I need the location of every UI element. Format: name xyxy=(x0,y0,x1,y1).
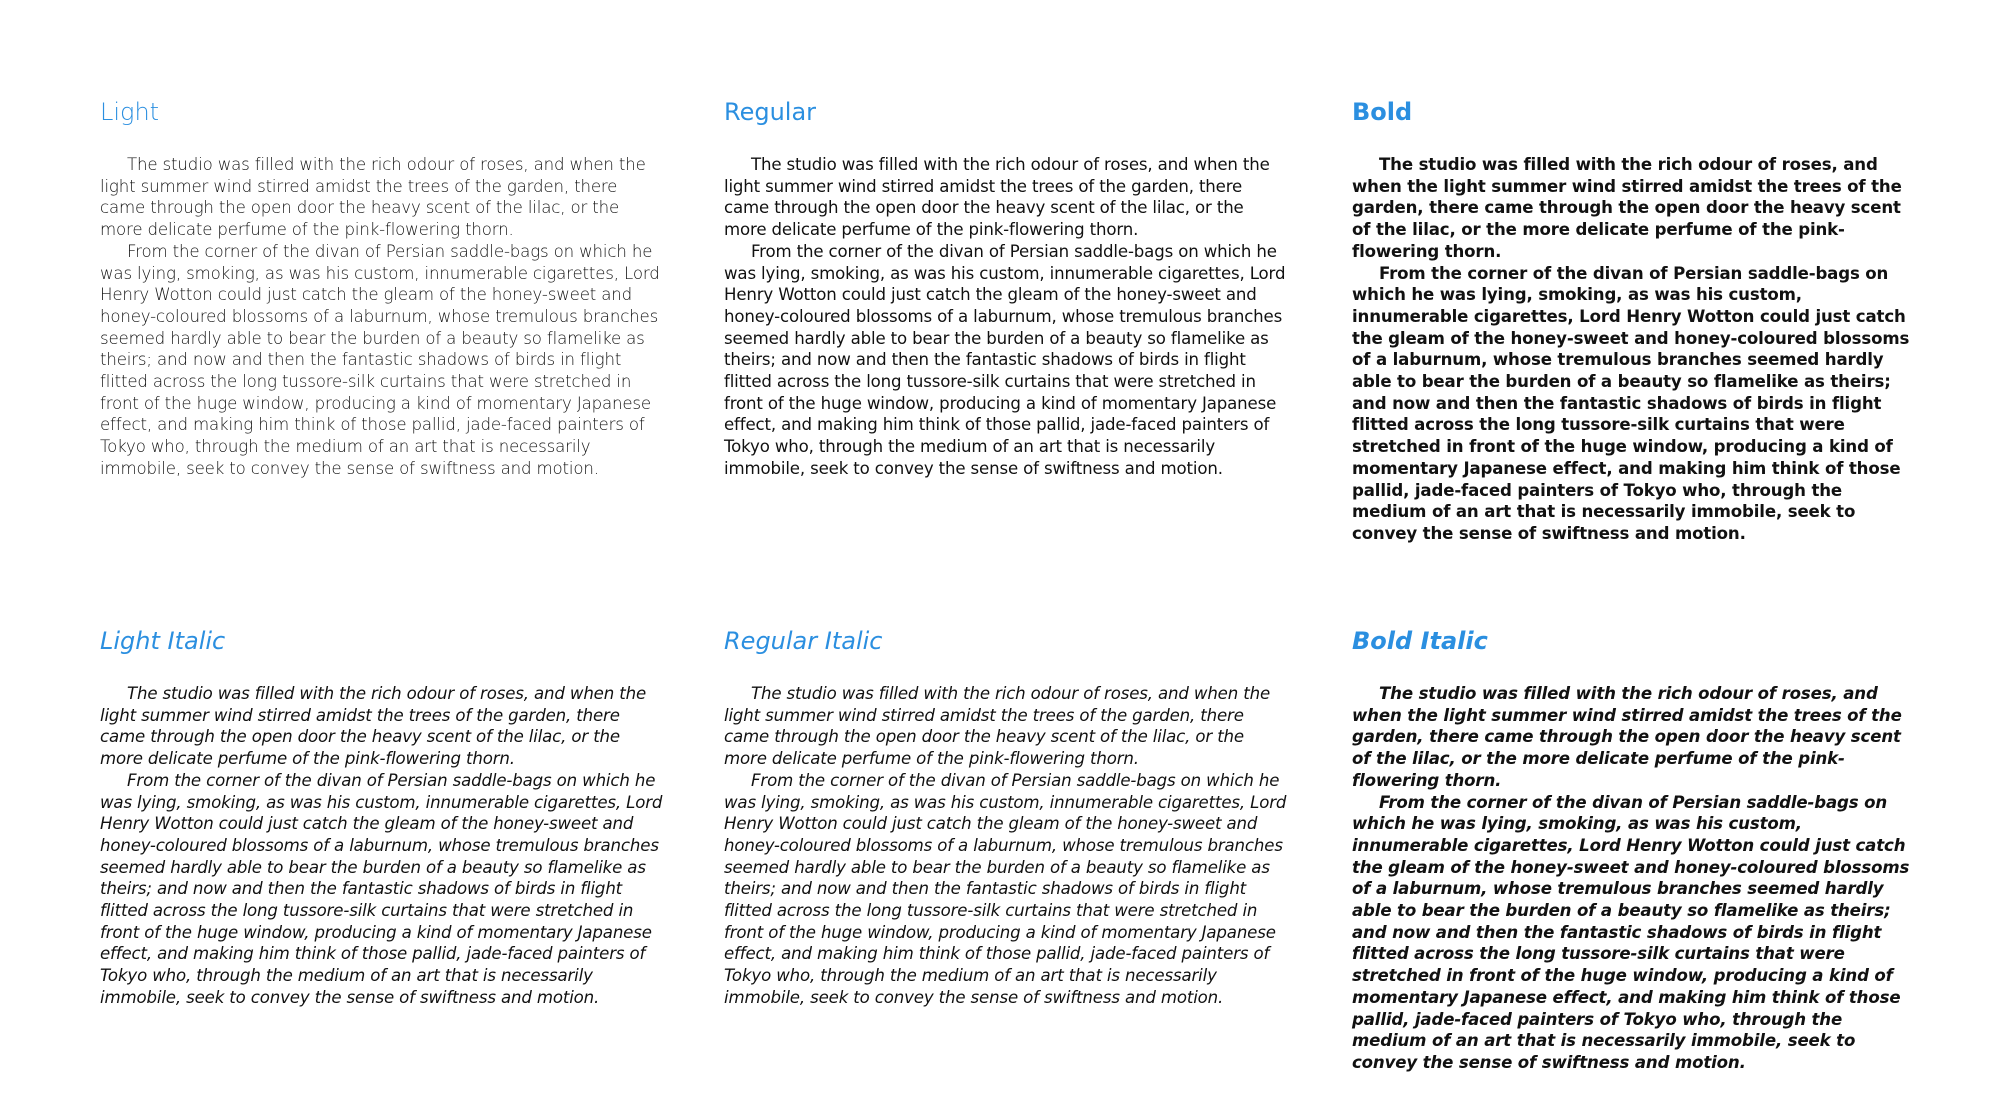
specimen-heading: Bold xyxy=(1352,98,1413,126)
specimen-regular-italic xyxy=(724,625,1289,1009)
specimen-paragraph: The studio was filled with the rich odour of roses, and when the light summer wind stirred amidst the trees of the garden, there came through the open door the heavy scent of the lilac, or the more delicate perfume of the pink-flowering thorn. xyxy=(1352,155,1902,261)
specimen-paragraph: From the corner of the divan of Persian saddle-bags on which he was lying, smoking, as was his custom, innumerable cigarettes, Lord Henry Wotton could just catch the gleam of the honey-sweet and honey-coloured blossoms of a laburnum, whose tremulous branches seemed hardly able to bear the burden of a beauty so flamelike as theirs; and now and then the fantastic shadows of birds in flight flitted across the long tussore-silk curtains that were stretched in front of the huge window, producing a kind of momentary Japanese effect, and making him think of those pallid, jade-faced painters of Tokyo who, through the medium of an art that is necessarily immobile, seek to convey the sense of swiftness and motion. xyxy=(1352,792,1910,1072)
specimen-body xyxy=(1352,154,1917,545)
specimen-paragraph: From the corner of the divan of Persian saddle-bags on which he was lying, smoking, as was his custom, innumerable cigarettes, Lord Henry Wotton could just catch the gleam of the honey-sweet and honey-coloured blossoms of a laburnum, whose tremulous branches seemed hardly able to bear the burden of a beauty so flamelike as theirs; and now and then the fantastic shadows of birds in flight flitted across the long tussore-silk curtains that were stretched in front of the huge window, producing a kind of momentary Japanese effect, and making him think of those pallid, jade-faced painters of Tokyo who, through the medium of an art that is necessarily immobile, seek to convey the sense of swiftness and motion. xyxy=(100,770,663,1007)
specimen-heading: Light xyxy=(100,98,160,126)
specimen-paragraph: From the corner of the divan of Persian saddle-bags on which he was lying, smoking, as was his custom, innumerable cigarettes, Lord Henry Wotton could just catch the gleam of the honey-sweet and honey-coloured blossoms of a laburnum, whose tremulous branches seemed hardly able to bear the burden of a beauty so flamelike as theirs; and now and then the fantastic shadows of birds in flight flitted across the long tussore-silk curtains that were stretched in front of the huge window, producing a kind of momentary Japanese effect, and making him think of those pallid, jade-faced painters of Tokyo who, through the medium of an art that is necessarily immobile, seek to convey the sense of swiftness and motion. xyxy=(100,241,660,478)
specimen-paragraph: The studio was filled with the rich odour of roses, and when the light summer wind stirred amidst the trees of the garden, there came through the open door the heavy scent of the lilac, or the more delicate perfume of the pink-flowering thorn. xyxy=(1352,684,1902,790)
specimen-heading: Light Italic xyxy=(100,627,226,655)
specimen-bold xyxy=(1352,96,1917,545)
specimen-paragraph: From the corner of the divan of Persian saddle-bags on which he was lying, smoking, as was his custom, innumerable cigarettes, Lord Henry Wotton could just catch the gleam of the honey-sweet and honey-coloured blossoms of a laburnum, whose tremulous branches seemed hardly able to bear the burden of a beauty so flamelike as theirs; and now and then the fantastic shadows of birds in flight flitted across the long tussore-silk curtains that were stretched in front of the huge window, producing a kind of momentary Japanese effect, and making him think of those pallid, jade-faced painters of Tokyo who, through the medium of an art that is necessarily immobile, seek to convey the sense of swiftness and motion. xyxy=(1352,263,1910,543)
specimen-paragraph: From the corner of the divan of Persian saddle-bags on which he was lying, smoking, as was his custom, innumerable cigarettes, Lord Henry Wotton could just catch the gleam of the honey-sweet and honey-coloured blossoms of a laburnum, whose tremulous branches seemed hardly able to bear the burden of a beauty so flamelike as theirs; and now and then the fantastic shadows of birds in flight flitted across the long tussore-silk curtains that were stretched in front of the huge window, producing a kind of momentary Japanese effect, and making him think of those pallid, jade-faced painters of Tokyo who, through the medium of an art that is necessarily immobile, seek to convey the sense of swiftness and motion. xyxy=(724,770,1287,1007)
specimen-light xyxy=(100,96,665,480)
specimen-heading: Regular Italic xyxy=(724,627,883,655)
specimen-paragraph: The studio was filled with the rich odour of roses, and when the light summer wind stirred amidst the trees of the garden, there came through the open door the heavy scent of the lilac, or the more delicate perfume of the pink-flowering thorn. xyxy=(100,155,646,240)
specimen-body xyxy=(724,683,1289,1009)
specimen-heading: Regular xyxy=(724,98,817,126)
specimen-body xyxy=(724,154,1289,480)
specimen-bold-italic xyxy=(1352,625,1917,1074)
specimen-body xyxy=(100,154,665,480)
specimen-paragraph: The studio was filled with the rich odour of roses, and when the light summer wind stirred amidst the trees of the garden, there came through the open door the heavy scent of the lilac, or the more delicate perfume of the pink-flowering thorn. xyxy=(100,684,647,769)
specimen-heading: Bold Italic xyxy=(1352,627,1488,655)
specimen-regular xyxy=(724,96,1289,480)
specimen-paragraph: From the corner of the divan of Persian saddle-bags on which he was lying, smoking, as was his custom, innumerable cigarettes, Lord Henry Wotton could just catch the gleam of the honey-sweet and honey-coloured blossoms of a laburnum, whose tremulous branches seemed hardly able to bear the burden of a beauty so flamelike as theirs; and now and then the fantastic shadows of birds in flight flitted across the long tussore-silk curtains that were stretched in front of the huge window, producing a kind of momentary Japanese effect, and making him think of those pallid, jade-faced painters of Tokyo who, through the medium of an art that is necessarily immobile, seek to convey the sense of swiftness and motion. xyxy=(724,241,1286,478)
specimen-paragraph: The studio was filled with the rich odour of roses, and when the light summer wind stirred amidst the trees of the garden, there came through the open door the heavy scent of the lilac, or the more delicate perfume of the pink-flowering thorn. xyxy=(724,684,1271,769)
specimen-light-italic xyxy=(100,625,665,1009)
specimen-body xyxy=(100,683,665,1009)
specimen-body xyxy=(1352,683,1917,1074)
specimen-paragraph: The studio was filled with the rich odour of roses, and when the light summer wind stirred amidst the trees of the garden, there came through the open door the heavy scent of the lilac, or the more delicate perfume of the pink-flowering thorn. xyxy=(724,155,1270,240)
